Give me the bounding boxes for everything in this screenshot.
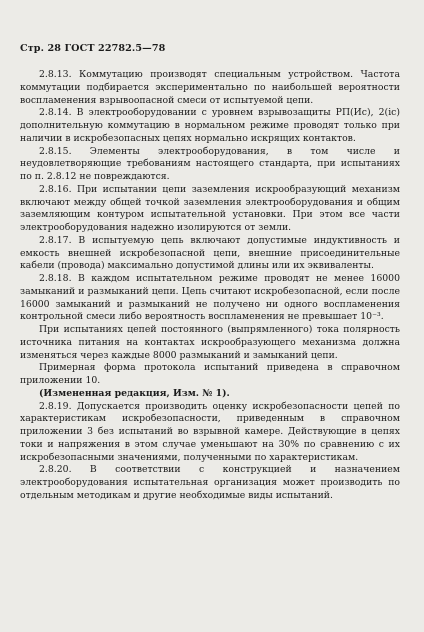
paragraph-2-8-19: 2.8.19. Допускается производить оценку искробезопасности цепей по характеристикам искробезопасности, приведенным в справочном приложении 3 без испытаний во взрывной камере. Действующие в цепях токи и напряжения в этом случае уменьшают на 30% по сравнению с их искробезопасными значениями, полученными по характеристикам.: [20, 400, 400, 463]
paragraph-2-8-14: 2.8.14. В электрооборудовании с уровнем взрывозащиты РП(Ис), 2(іс) дополнительную коммутацию в нормальном режиме проводят только при наличии в искробезопасных цепях нормально искрящих контактов.: [20, 107, 400, 144]
paragraph-2-8-16: 2.8.16. При испытании цепи заземления искрообразующий механизм включают между общей точкой заземления электрооборудования и общим заземляющим контуром испытательной установки. При этом все части электрооборудования надежно изолируются от земли.: [20, 183, 400, 233]
paragraph-2-8-15: 2.8.15. Элементы электрооборудования, в том числе и неудовлетворяющие требованиям настоящего стандарта, при испытаниях по п. 2.8.12 не повреждаются.: [20, 145, 400, 182]
paragraph-2-8-20: 2.8.20. В соответствии с конструкцией и назначением электрооборудования испытательная организация может производить по отдельным методикам и другие необходимые виды испытаний.: [20, 464, 400, 501]
paragraph-2-8-17: 2.8.17. В испытуемую цепь включают допустимые индуктивность и емкость внешней искробезопасной цепи, внешние присоединительные кабели (провода) максимально допустимой длины или их эквиваленты.: [20, 234, 400, 272]
document-body: [20, 69, 400, 503]
paragraph-protocol-form: Примерная форма протокола испытаний приведена в справочном приложении 10.: [20, 362, 400, 386]
amendment-note: (Измененная редакция, Изм. № 1).: [39, 387, 230, 399]
paragraph-dc-testing: При испытаниях цепей постоянного (выпрямленного) тока полярность источника питания на контактах искрообразующего механизма должна изменяться через каждые 8000 размыканий и замыканий цепи.: [20, 324, 400, 361]
paragraph-2-8-18: 2.8.18. В каждом испытательном режиме проводят не менее 16000 замыканий и размыканий цепи. Цепь считают искробезопасной, если после 16000 замыканий и размыканий не получено ни одного воспламенения контрольной смеси либо вероятность воспламенения не превышает 10⁻³.: [20, 273, 400, 323]
paragraph-2-8-13: 2.8.13. Коммутацию производят специальным устройством. Частота коммутации подбирается экспериментально по наибольшей вероятности воспламенения взрывоопасной смеси от испытуемой цепи.: [20, 69, 400, 106]
page-header: Стр. 28 ГОСТ 22782.5—78: [20, 43, 166, 54]
